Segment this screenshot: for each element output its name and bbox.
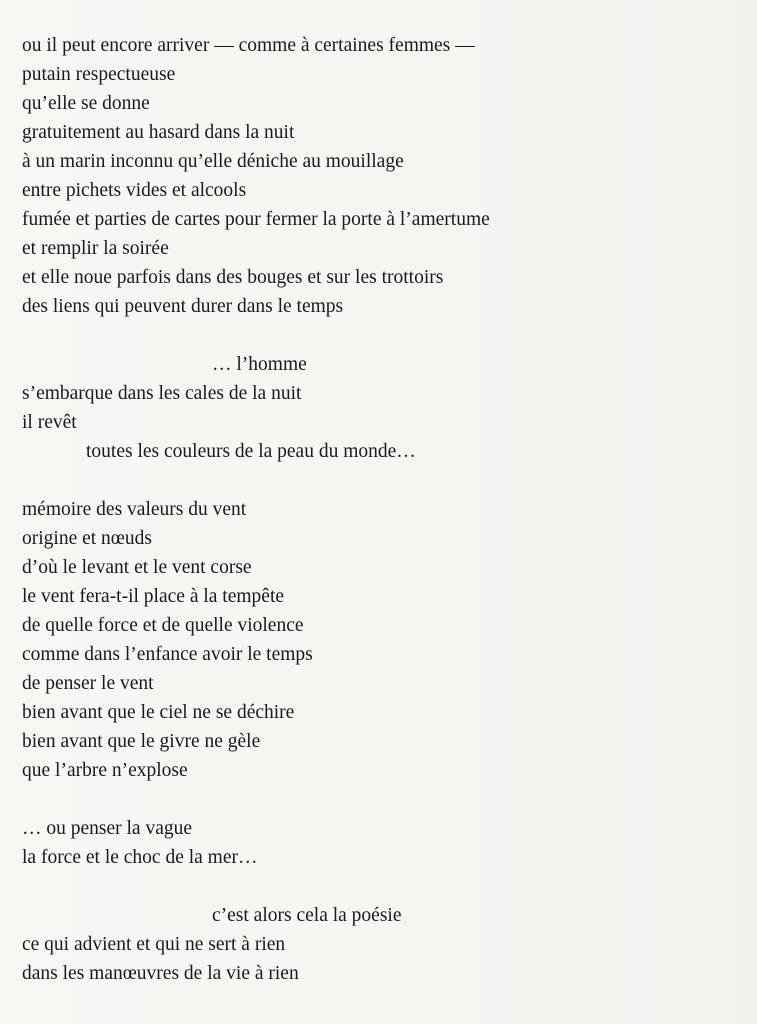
- poem-line: toutes les couleurs de la peau du monde…: [86, 441, 416, 462]
- poem-line: comme dans l’enfance avoir le temps: [22, 644, 313, 665]
- stanza: [22, 814, 742, 872]
- poem-line: le vent fera-t-il place à la tempête: [22, 586, 285, 607]
- poem-line: que l’arbre n’explose: [22, 760, 188, 781]
- poem-line: ce qui advient et qui ne sert à rien: [22, 934, 286, 955]
- poem-line: … ou penser la vague: [22, 818, 193, 839]
- stanza: [22, 495, 742, 785]
- poem-text: [22, 31, 742, 988]
- poem-line: putain respectueuse: [22, 64, 176, 85]
- poem-line: gratuitement au hasard dans la nuit: [22, 122, 295, 143]
- stanza-break: [22, 466, 742, 495]
- poem-line: des liens qui peuvent durer dans le temps: [22, 296, 344, 317]
- poem-line: d’où le levant et le vent corse: [22, 557, 252, 578]
- poem-line: et elle noue parfois dans des bouges et sur les trottoirs: [22, 267, 444, 288]
- poem-line: bien avant que le givre ne gèle: [22, 731, 261, 752]
- stanza-break: [22, 321, 742, 350]
- poem-line: origine et nœuds: [22, 528, 152, 549]
- poem-line: la force et le choc de la mer…: [22, 847, 258, 868]
- poem-line: qu’elle se donne: [22, 93, 150, 114]
- poem-line: … l’homme: [212, 354, 307, 375]
- poem-line: de quelle force et de quelle violence: [22, 615, 304, 636]
- stanza-break: [22, 785, 742, 814]
- poem-line: dans les manœuvres de la vie à rien: [22, 963, 299, 984]
- poem-line: et remplir la soirée: [22, 238, 169, 259]
- poem-line: à un marin inconnu qu’elle déniche au mouillage: [22, 151, 404, 172]
- poem-line: il revêt: [22, 412, 77, 433]
- poem-line: s’embarque dans les cales de la nuit: [22, 383, 302, 404]
- stanza: [22, 31, 742, 321]
- poem-line: mémoire des valeurs du vent: [22, 499, 247, 520]
- poem-line: bien avant que le ciel ne se déchire: [22, 702, 295, 723]
- poem-line: ou il peut encore arriver — comme à certaines femmes —: [22, 35, 475, 56]
- stanza-break: [22, 872, 742, 901]
- stanza: [22, 350, 742, 466]
- poem-line: fumée et parties de cartes pour fermer la porte à l’amertume: [22, 209, 490, 230]
- poem-line: c’est alors cela la poésie: [212, 905, 402, 926]
- poem-line: entre pichets vides et alcools: [22, 180, 247, 201]
- stanza: [22, 901, 742, 988]
- poem-line: de penser le vent: [22, 673, 154, 694]
